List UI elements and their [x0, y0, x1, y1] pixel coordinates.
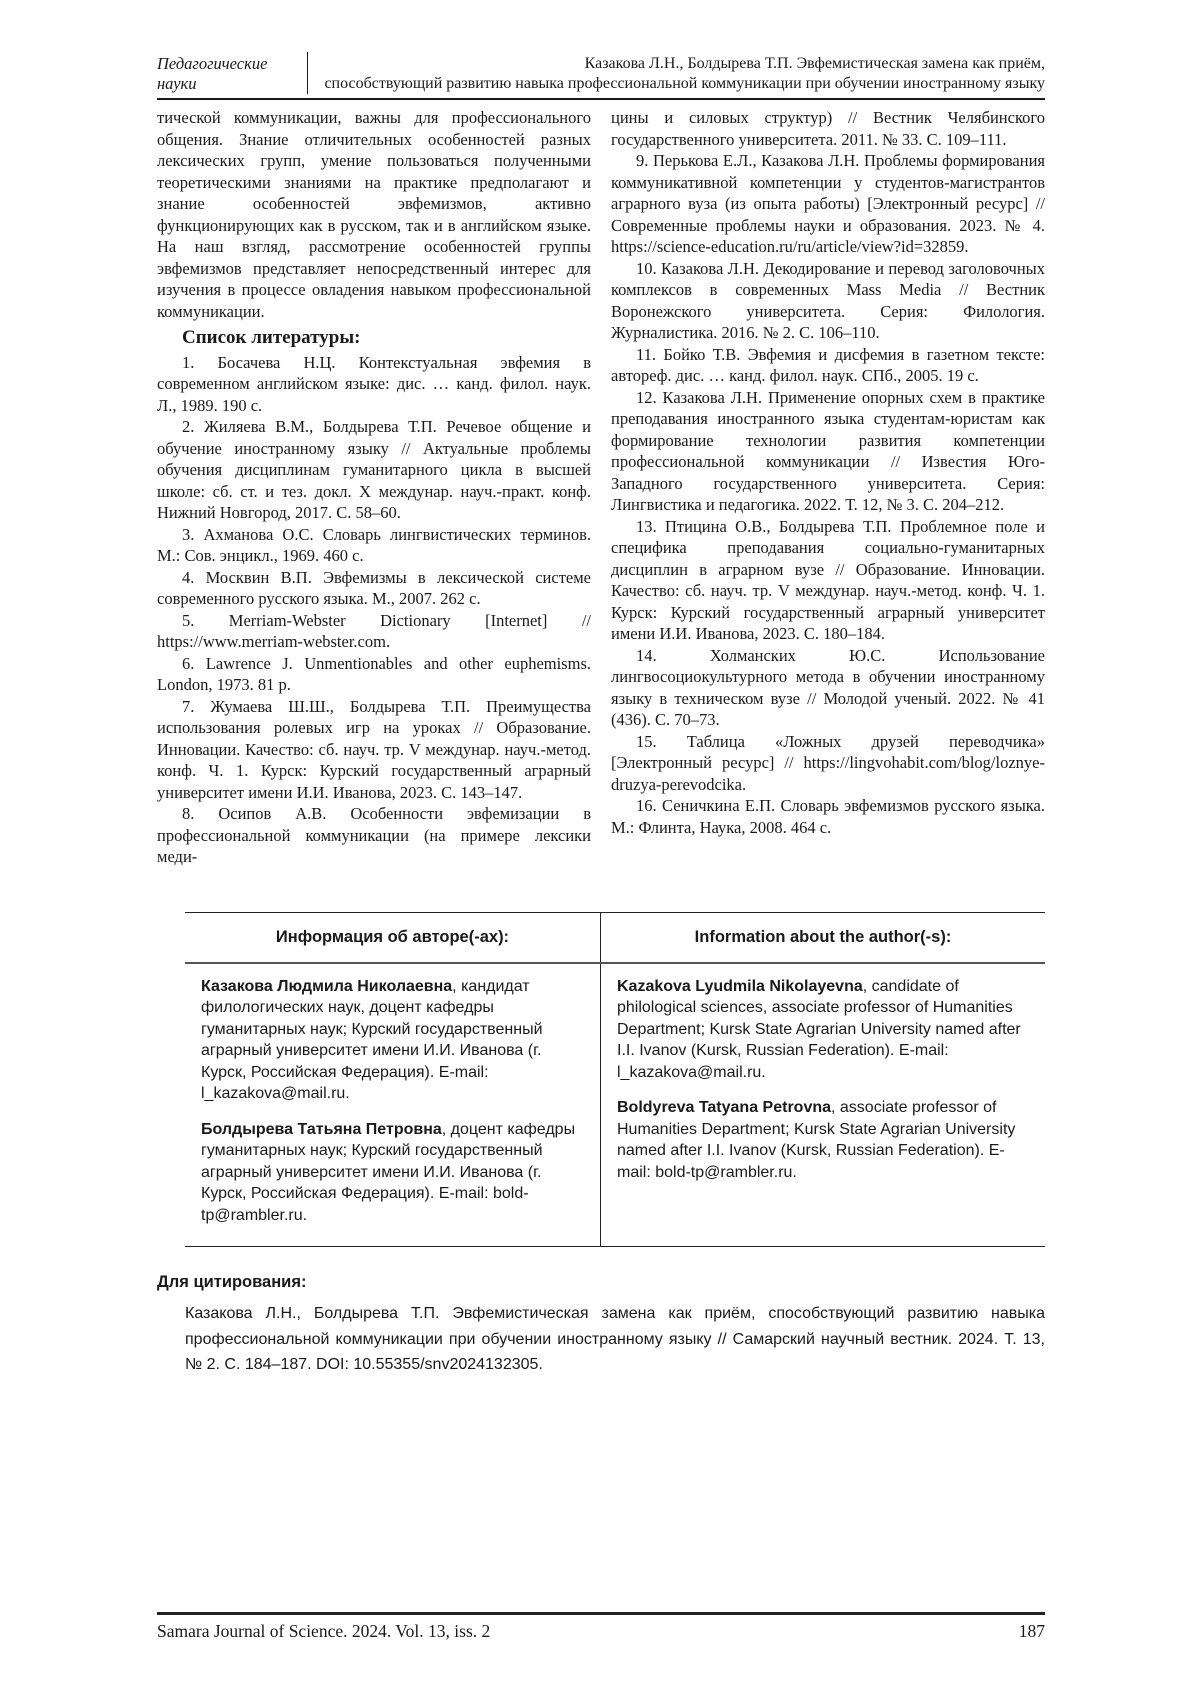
left-column [157, 107, 591, 868]
reference-item: 6. Lawrence J. Unmentionables and other euphemisms. London, 1973. 81 p. [157, 653, 591, 694]
section-title [157, 52, 307, 94]
table-header-row [185, 913, 1045, 964]
author-details: , associate professor of Humanities Department; Kursk State Agrarian University named after I.I. Ivanov (Kursk, Russian Federation). E-mail: bold-tp@rambler.ru. [617, 1099, 1016, 1181]
reference-item: 15. Таблица «Ложных друзей переводчика» [Электронный ресурс] // https://lingvohabit.com/blog/loznye-druzya-perevodcika. [611, 731, 1045, 794]
citation-label: Для цитирования: [157, 1273, 307, 1291]
author-details: , доцент кафедры гуманитарных наук; Курский государственный аграрный университет имени И.И. Иванова (г. Курск, Российская Федерация). E-mail: bold-tp@rambler.ru. [201, 1120, 576, 1224]
running-title-line2: способствующий развитию навыка профессиональной коммуникации при обучении иностранному языку [324, 75, 1045, 92]
reference-item: 10. Казакова Л.Н. Декодирование и перевод заголовочных комплексов в современных Mass Media // Вестник Воронежского университета. Серия: Филология. Журналистика. 2016. № 2. С. 106–110. [611, 258, 1045, 342]
author-name: Казакова Людмила Николаевна [201, 977, 453, 995]
article-body [157, 107, 1045, 868]
table-header-en: Information about the author(-s): [600, 913, 1045, 962]
reference-item: 14. Холманских Ю.С. Использование лингвосоциокультурного метода в обучении иностранному языку в техническом вузе // Молодой ученый. 2022. № 41 (436). С. 70–73. [611, 645, 1045, 729]
reference-item: 3. Ахманова О.С. Словарь лингвистических терминов. М.: Сов. энцикл., 1969. 460 с. [157, 524, 591, 565]
reference-item: 7. Жумаева Ш.Ш., Болдырева Т.П. Преимущества использования ролевых игр на уроках // Образование. Инновации. Качество: сб. науч. тр. V междунар. науч.-метод. конф. Ч. 1. Курск: Курский государственный аграрный университет имени И.И. Иванова, 2023. С. 143–147. [157, 696, 591, 802]
page-header [157, 52, 1045, 100]
table-body-row [185, 964, 1045, 1247]
reference-item: 12. Казакова Л.Н. Применение опорных схем в практике преподавания иностранного языка студентам-юристам как формирование технологии развития компетенции профессиональной коммуникации // Известия Юго-Западного государственного университета. Серия: Лингвистика и педагогика. 2022. Т. 12, № 3. С. 204–212. [611, 387, 1045, 514]
author-details: , candidate of philological sciences, associate professor of Humanities Department; Kursk State Agrarian University named after I.I. Ivanov (Kursk, Russian Federation). E-mail: l_kazakova@mail.ru. [617, 977, 1021, 1081]
reference-item: 4. Москвин В.П. Эвфемизмы в лексической системе современного русского языка. М., 2007. 262 с. [157, 567, 591, 608]
section-title-line1: Педагогические [157, 54, 268, 73]
author-ru [201, 1119, 584, 1227]
page-footer [157, 1612, 1045, 1642]
author-info-table [185, 912, 1045, 1248]
reference-item: 1. Босачева Н.Ц. Контекстуальная эвфемия в современном английском языке: дис. … канд. филол. наук. Л., 1989. 190 с. [157, 352, 591, 415]
author-en [617, 1097, 1029, 1183]
reference-item: 8. Осипов А.В. Особенности эвфемизации в профессиональной коммуникации (на примере лексики меди- [157, 804, 591, 866]
section-title-line2: науки [157, 74, 197, 93]
author-name: Болдырева Татьяна Петровна [201, 1120, 442, 1138]
journal-name: Samara Journal of Science. 2024. Vol. 13, iss. 2 [157, 1621, 491, 1641]
intro-paragraph: тической коммуникации, важны для профессионального общения. Знание отличительных особенностей разных лексических групп, умение пользоваться полученными теоретическими знаниями на практике предполагают и знание особенностей эвфемизмов, активно функционирующих как в русском, так и в английском языке. На наш взгляд, рассмотрение особенностей группы эвфемизмов представляет непосредственный интерес для изучения в процессе овладения навыком профессиональной коммуникации. [157, 108, 591, 321]
author-details: , кандидат филологических наук, доцент кафедры гуманитарных наук; Курский государственный аграрный университет имени И.И. Иванова (г. Курск, Российская Федерация). E-mail: l_kazakova@mail.ru. [201, 977, 543, 1102]
authors-ru-cell [185, 964, 600, 1247]
table-header-ru: Информация об авторе(-ах): [275, 927, 510, 946]
right-column [611, 107, 1045, 868]
running-title-line1: Казакова Л.Н., Болдырева Т.П. Эвфемистическая замена как приём, [584, 55, 1045, 72]
citation-block [157, 1273, 1045, 1378]
author-name: Boldyreva Tatyana Petrovna [617, 1099, 832, 1116]
reference-item: 16. Сеничкина Е.П. Словарь эвфемизмов русского языка. М.: Флинта, Наука, 2008. 464 с. [611, 796, 1045, 837]
reference-item: 13. Птицина О.В., Болдырева Т.П. Проблемное поле и специфика преподавания социально-гуманитарных дисциплин в аграрном вузе // Образование. Инновации. Качество: сб. науч. тр. V междунар. науч.-метод. конф. Ч. 1. Курск: Курский государственный аграрный университет имени И.И. Иванова, 2023. С. 180–184. [611, 516, 1045, 643]
citation-text: Казакова Л.Н., Болдырева Т.П. Эвфемистическая замена как приём, способствующий развитию навыка профессиональной коммуникации при обучении иностранному языку // Самарский научный вестник. 2024. Т. 13, № 2. С. 184–187. DOI: 10.55355/snv2024132305. [185, 1305, 1045, 1373]
reference-item: 5. Merriam-Webster Dictionary [Internet] // https://www.merriam-webster.com. [157, 610, 591, 651]
page-number: 187 [1018, 1621, 1045, 1641]
author-en [617, 976, 1029, 1084]
author-ru [201, 976, 584, 1105]
authors-en-cell [600, 964, 1045, 1247]
reference-continuation: цины и силовых структур) // Вестник Челябинского государственного университета. 2011. № 33. С. 109–111. [611, 108, 1045, 149]
reference-item: 2. Жиляева В.М., Болдырева Т.П. Речевое общение и обучение иностранному языку // Актуальные проблемы обучения дисциплинам гуманитарного цикла в высшей школе: сб. ст. и тез. докл. X междунар. науч.-практ. конф. Нижний Новгород, 2017. С. 58–60. [157, 417, 591, 522]
reference-item: 11. Бойко Т.В. Эвфемия и дисфемия в газетном тексте: автореф. дис. … канд. филол. наук. СПб., 2005. 19 с. [611, 344, 1045, 385]
references-heading: Список литературы: [182, 327, 361, 348]
author-name: Kazakova Lyudmila Nikolayevna [617, 977, 863, 995]
reference-item: 9. Перькова Е.Л., Казакова Л.Н. Проблемы формирования коммуникативной компетенции у студентов-магистрантов аграрного вуза (из опыта работы) [Электронный ресурс] // Современные проблемы науки и образования. 2023. № 4. https://science-education.ru/ru/article/view?id=32859. [611, 151, 1045, 256]
running-title [307, 52, 1045, 94]
